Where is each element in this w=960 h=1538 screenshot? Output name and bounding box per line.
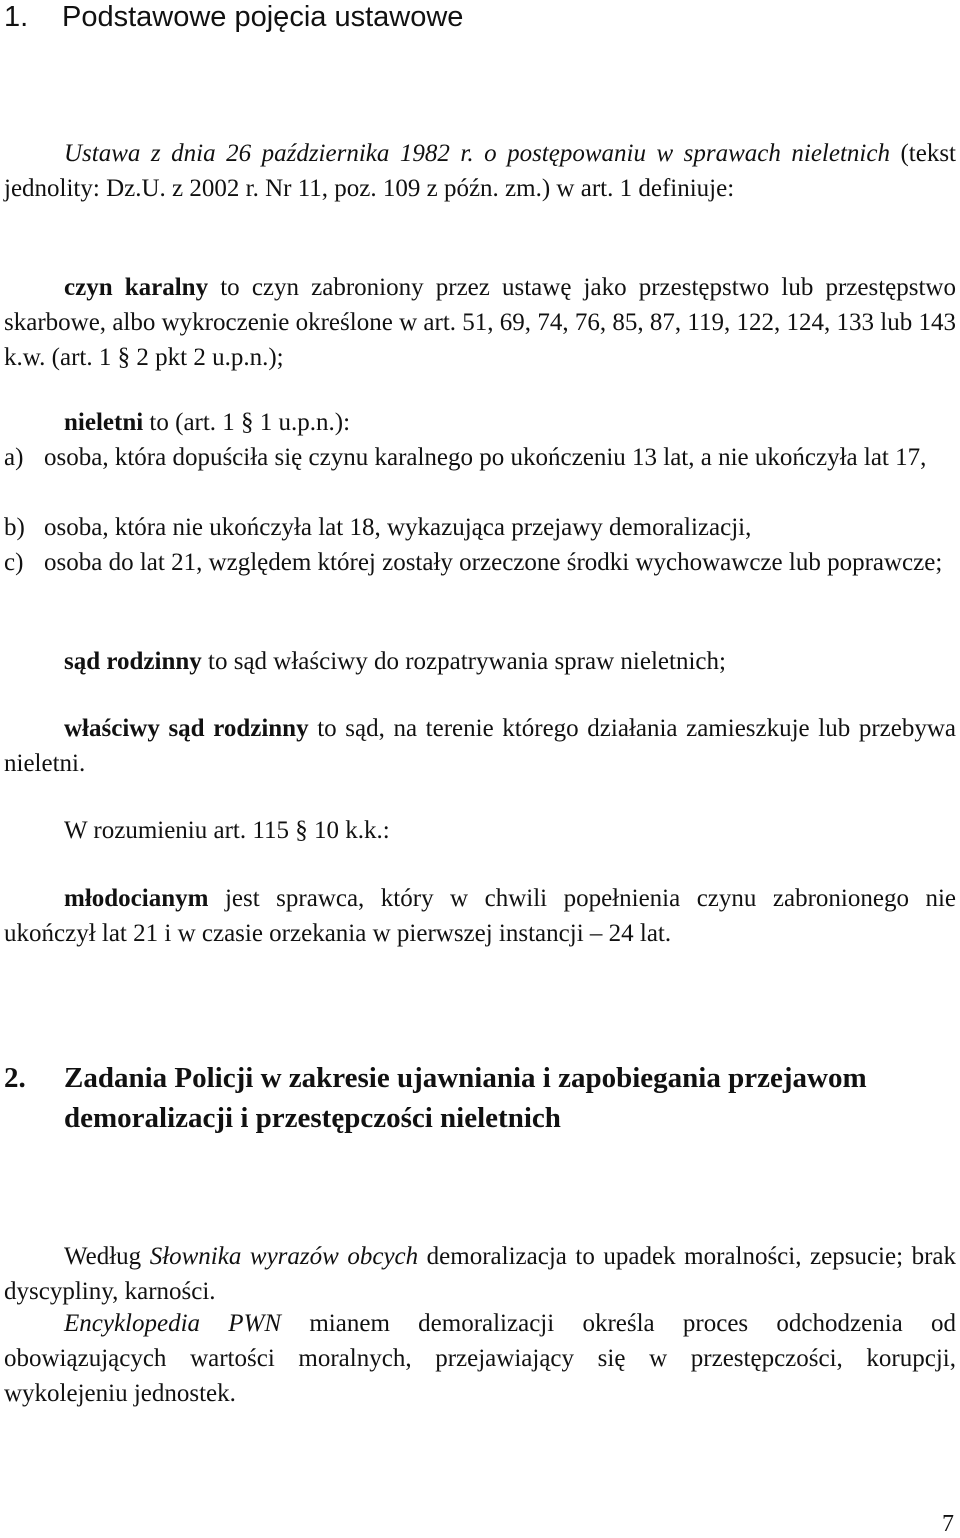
list-item-b-label: b) [4,514,25,541]
definition-sad-rodzinny-text: to sąd właściwy do rozpatrywania spraw nieletnich; [201,648,726,675]
definition-nieletni-text: to (art. 1 § 1 u.p.n.): [143,409,351,436]
list-item-a-text: osoba, która dopuściła się czynu karalnego po ukończeniu 13 lat, a nie ukończyła lat 17, [44,444,927,471]
definition-czyn-karalny [4,270,956,375]
term-nieletni: nieletni [64,409,144,436]
page-number: 7 [942,1511,954,1537]
section-2-number: 2. [4,1062,26,1094]
list-item-c [4,545,956,580]
definition-czyn-karalny-text: to czyn zabroniony przez ustawę jako przestępstwo lub przestępstwo skarbowe, albo wykroczenie określone w art. 51, 69, 74, 76, 85, 87, 119, 122, 124, 133 lub 143 k.w. (art. 1 § 2 pkt 2 u.p.n.); [4,274,956,371]
definition-mlodocianym [4,881,956,951]
act-title: Ustawa z dnia 26 października 1982 r. o postępowaniu w sprawach nieletnich [64,140,890,167]
section-1-heading [4,0,463,36]
slownik-pre: Według [64,1243,150,1270]
term-czyn-karalny: czyn karalny [64,274,209,301]
definition-wlasciwy-sad-text: to sąd, na terenie którego działania zamieszkuje lub przebywa nieletni. [4,715,957,777]
list-item-a-label: a) [4,444,24,471]
list-item-c-label: c) [4,549,24,576]
definition-mlodocianym-text: jest sprawca, który w chwili popełnienia czynu zabronionego nie ukończył lat 21 i w czasie orzekania w pierwszej instancji – 24 lat. [4,885,956,947]
list-item-c-text: osoba do lat 21, względem której zostały orzeczone środki wychowawcze lub poprawcze; [44,549,943,576]
slownik-rest: demoralizacja to upadek moralności, zepsucie; brak dyscypliny, karności. [4,1243,956,1305]
term-wlasciwy-sad-rodzinny: właściwy sąd rodzinny [64,715,309,742]
section-1-title: Podstawowe pojęcia ustawowe [62,1,464,33]
intro-rest: (tekst jednolity: Dz.U. z 2002 r. Nr 11, poz. 109 z późn. zm.) w art. 1 definiuje: [4,140,956,202]
definition-sad-rodzinny [4,644,956,679]
slownik-title: Słownika wyrazów obcych [149,1243,419,1270]
intro-paragraph [4,136,956,206]
section-2-title: Zadania Policji w zakresie ujawniania i zapobiegania przejawom demoralizacji i przestępczości nieletnich [64,1062,867,1134]
definition-nieletni [4,405,956,440]
paragraph-pwn [4,1306,956,1411]
pwn-rest: mianem demoralizacji określa proces odchodzenia od obowiązujących wartości moralnych, przejawiający się w przestępczości, korupcji, wykolejeniu jednostek. [4,1310,956,1407]
paragraph-slownik [4,1239,956,1309]
term-mlodocianym: młodocianym [64,885,209,912]
definition-wlasciwy-sad [4,711,956,781]
pwn-title: Encyklopedia PWN [64,1310,282,1337]
list-item-b-text: osoba, która nie ukończyła lat 18, wykazująca przejawy demoralizacji, [44,514,752,541]
rozumienie-line: W rozumieniu art. 115 § 10 k.k.: [64,817,390,844]
term-sad-rodzinny: sąd rodzinny [64,648,202,675]
section-1-number: 1. [4,1,29,33]
list-item-b [4,510,956,545]
list-item-a [4,440,956,475]
